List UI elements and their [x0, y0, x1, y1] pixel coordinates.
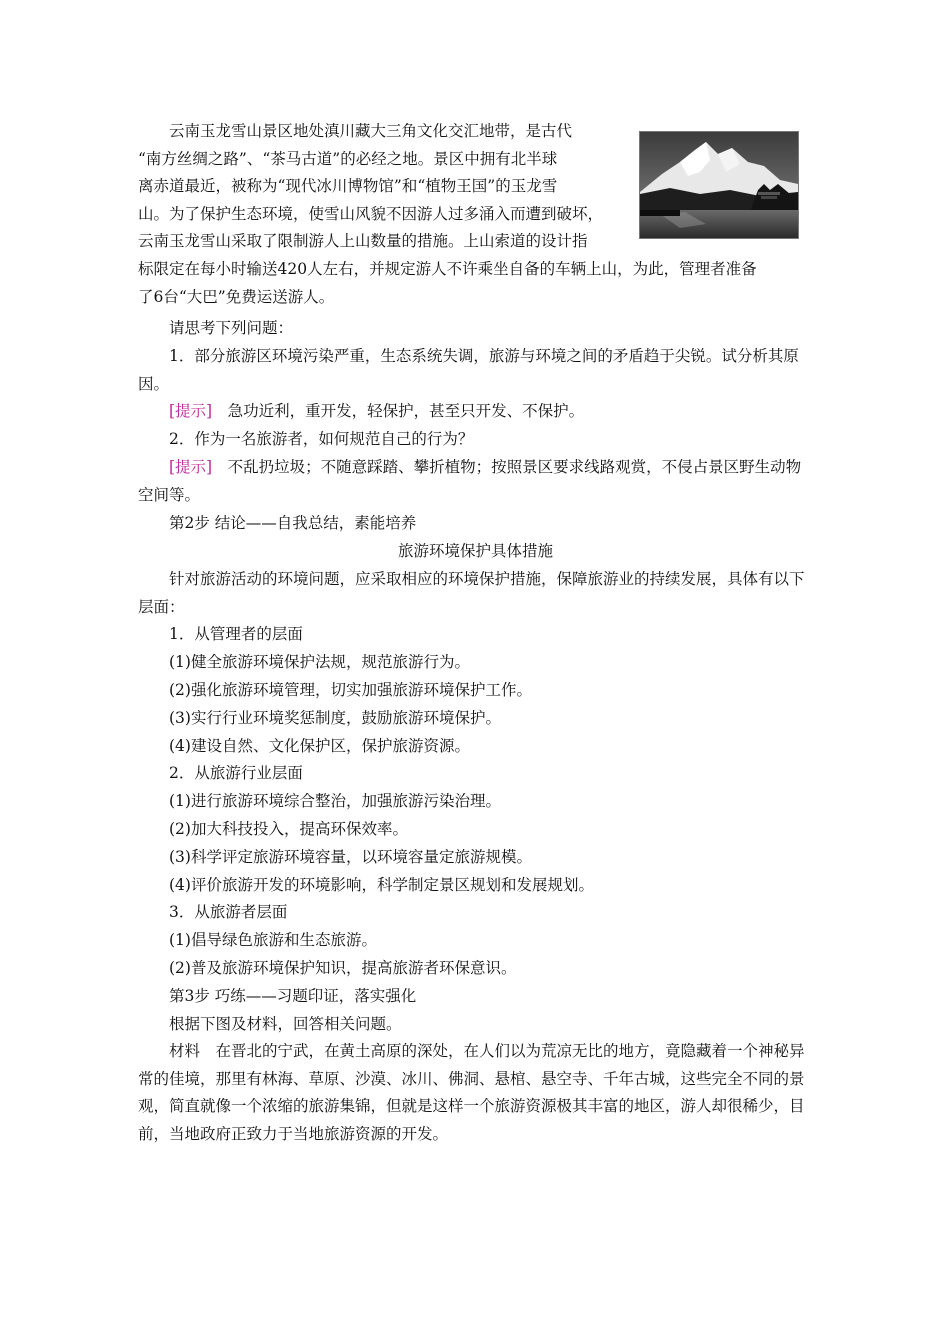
intro-line: 云南玉龙雪山采取了限制游人上山数量的措施。上山索道的设计指 [138, 232, 588, 251]
intro-line: 了6台“大巴”免费运送游人。 [138, 287, 335, 306]
list-item: (2)普及旅游环境保护知识，提高旅游者环保意识。 [169, 959, 517, 977]
answer-1-text: 急功近利，重开发，轻保护，甚至只开发、不保护。 [227, 402, 585, 420]
answer-1 [138, 398, 844, 426]
answer-2 [138, 454, 813, 509]
list-item: (1)进行旅游环境综合整治，加强旅游污染治理。 [169, 792, 501, 810]
snow-mountain-photo [639, 131, 799, 239]
section-title: 旅游环境保护具体措施 [397, 542, 553, 560]
list-heading-industry: 2．从旅游行业层面 [169, 764, 303, 782]
intro-line: “南方丝绸之路”、“茶马古道”的必经之地。景区中拥有北半球 [138, 149, 558, 168]
list-heading-manager: 1．从管理者的层面 [169, 625, 303, 643]
list-item: (1)倡导绿色旅游和生态旅游。 [169, 931, 377, 949]
answer-2-text: 不乱扔垃圾；不随意踩踏、攀折植物；按照景区要求线路观赏，不侵占景区野生动物空间等。 [138, 458, 802, 504]
step-2-heading: 第2步 结论——自我总结，素能培养 [169, 514, 417, 532]
list-item: (1)健全旅游环境保护法规，规范旅游行为。 [169, 653, 470, 671]
list-item: (3)实行行业环境奖惩制度，鼓励旅游环境保护。 [169, 709, 501, 727]
mountain-image-icon [640, 132, 798, 238]
list-item: (4)评价旅游开发的环境影响，科学制定景区规划和发展规划。 [169, 876, 594, 894]
step-3-heading: 第3步 巧练——习题印证，落实强化 [169, 987, 417, 1005]
intro-line: 山。为了保护生态环境，使雪山风貌不因游人过多涌入而遭到破坏， [138, 204, 604, 223]
exercise-intro: 根据下图及材料，回答相关问题。 [169, 1015, 402, 1033]
questions-intro: 请思考下列问题： [169, 319, 294, 337]
section-intro: 针对旅游活动的环境问题，应采取相应的环境保护措施，保障旅游业的持续发展，具体有以下层面： [138, 570, 805, 616]
list-item: (3)科学评定旅游环境容量，以环境容量定旅游规模。 [169, 848, 532, 866]
material-paragraph: 材料 在晋北的宁武，在黄土高原的深处，在人们以为荒凉无比的地方，竟隐藏着一个神秘异常的佳境，那里有林海、草原、沙漠、冰川、佛洞、悬棺、悬空寺、千年古城，这些完全不同的景观，简直就像一个浓缩的旅游集锦，但就是这样一个旅游资源极其丰富的地区，游人却很稀少，目前，当地政府正致力于当地旅游资源的开发。 [138, 1042, 805, 1143]
list-item: (4)建设自然、文化保护区，保护旅游资源。 [169, 737, 470, 755]
list-item: (2)强化旅游环境管理，切实加强旅游环境保护工作。 [169, 681, 532, 699]
question-1: 1．部分旅游区环境污染严重，生态系统失调，旅游与环境之间的矛盾趋于尖锐。试分析其原因。 [138, 347, 799, 393]
intro-line: 云南玉龙雪山景区地处滇川藏大三角文化交汇地带，是古代 [169, 122, 573, 140]
list-item: (2)加大科技投入，提高环保效率。 [169, 820, 408, 838]
hint-label: [提示] [169, 458, 213, 476]
intro-line: 标限定在每小时输送420人左右，并规定游人不许乘坐自备的车辆上山，为此，管理者准备 [138, 259, 757, 278]
question-2: 2．作为一名旅游者，如何规范自己的行为？ [169, 430, 474, 448]
list-heading-tourist: 3．从旅游者层面 [169, 903, 288, 921]
hint-label: [提示] [169, 402, 213, 420]
intro-line: 离赤道最近，被称为“现代冰川博物馆”和“植物王国”的玉龙雪 [138, 177, 558, 196]
